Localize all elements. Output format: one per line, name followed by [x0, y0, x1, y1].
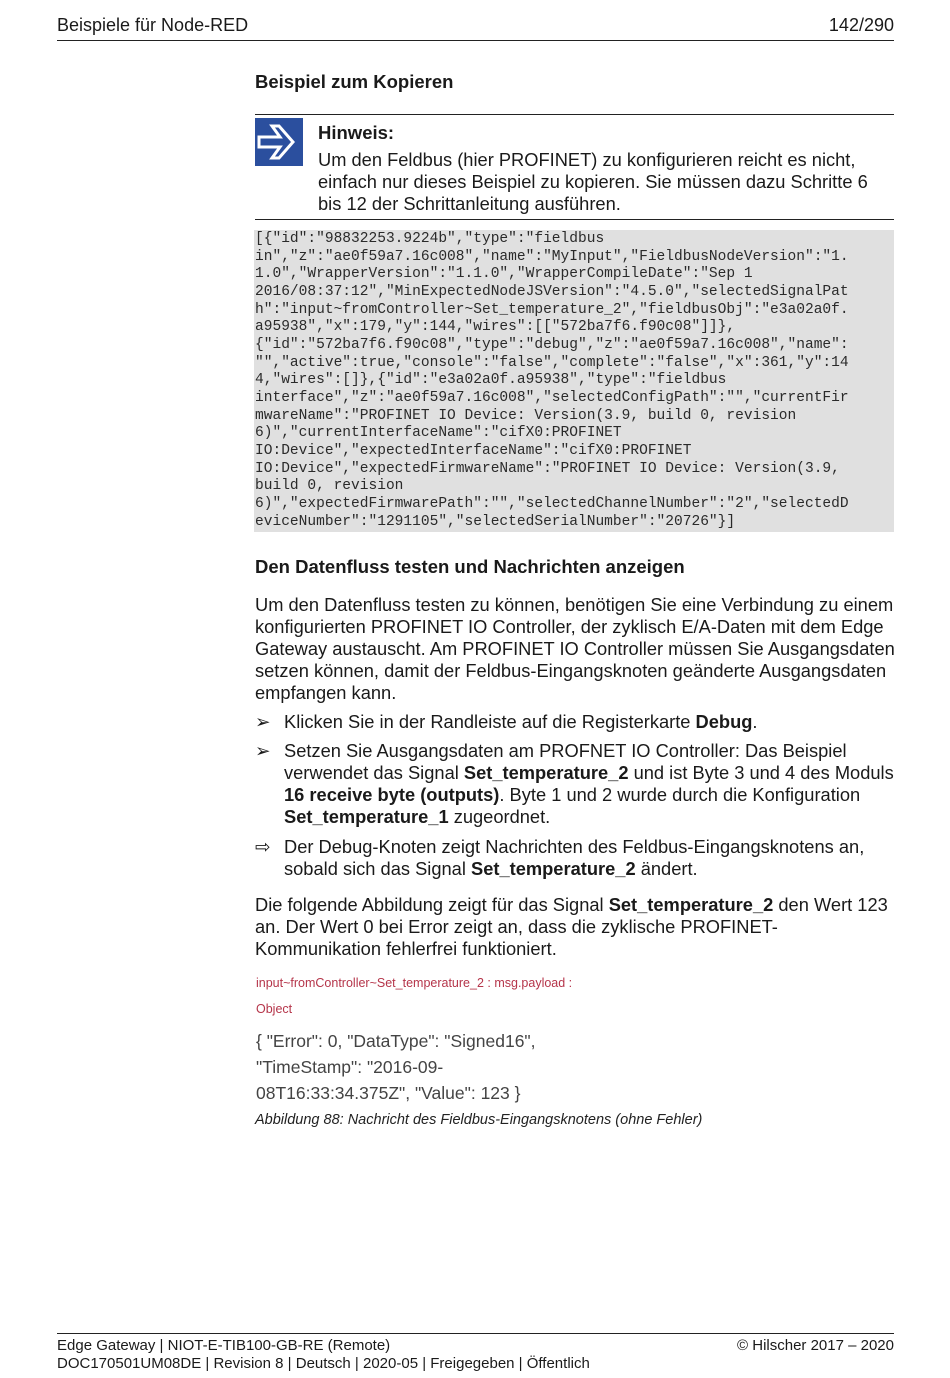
footer-divider: [57, 1333, 894, 1334]
note-bottom-divider: [255, 219, 894, 220]
code-line: IO:Device","expectedFirmwareName":"PROFINET IO Device: Version(3.9,: [255, 460, 840, 477]
step-text: Setzen Sie Ausgangsdaten am PROFNET IO Controller: Das Beispiel verwendet das Signal Set_temperature_2 und ist Byte 3 und 4 des Moduls 16 receive byte (outputs). Byte 1 und 2 wurde durch die Konfiguration Set_temperature_1 zugeordnet.: [284, 740, 894, 827]
footer-document-info: DOC170501UM08DE | Revision 8 | Deutsch | 2020-05 | Freigegeben | Öffentlich: [57, 1355, 590, 1372]
code-line: 6)","expectedFirmwarePath":"","selectedChannelNumber":"2","selectedD: [255, 495, 849, 512]
dataflow-heading: Den Datenfluss testen und Nachrichten anzeigen: [255, 556, 685, 577]
arrow-right-icon: [255, 118, 303, 166]
result-text: Der Debug-Knoten zeigt Nachrichten des Feldbus-Eingangsknotens an, sobald sich das Signal Set_temperature_2 ändert.: [284, 836, 865, 879]
code-line: mwareName":"PROFINET IO Device: Version(3.9, build 0, revision: [255, 407, 797, 424]
code-line: 2016/08:37:12","MinExpectedNodeJSVersion":"4.5.0","selectedSignalPat: [255, 283, 849, 300]
note-title: Hinweis:: [318, 122, 395, 143]
code-line: h":"input~fromController~Set_temperature_2","fieldbusObj":"e3a02a0f.: [255, 301, 849, 318]
code-line: IO:Device","expectedInterfaceName":"cifX0:PROFINET: [255, 442, 692, 459]
running-header-section: Beispiele für Node-RED: [57, 15, 249, 35]
footer-product: Edge Gateway | NIOT-E-TIB100-GB-RE (Remote): [57, 1337, 391, 1354]
code-line: a95938","x":179,"y":144,"wires":[["572ba7f6.f90c08"]]},: [255, 319, 736, 336]
note-text: Um den Feldbus (hier PROFINET) zu konfigurieren reicht es nicht, einfach nur dieses Beispiel zu kopieren. Sie müssen dazu Schritte 6 bis 12 der Schrittanleitung ausführen.: [318, 149, 868, 214]
code-line: [{"id":"98832253.9224b","type":"fieldbus: [255, 231, 605, 247]
code-line: 4,"wires":[]},{"id":"e3a02a0f.a95938","type":"fieldbus: [255, 372, 727, 389]
figure-intro-paragraph: Die folgende Abbildung zeigt für das Signal Set_temperature_2 den Wert 123 an. Der Wert 0 bei Error zeigt an, dass die zyklische PROFINET-Kommunikation fehlerfrei funktioniert.: [255, 894, 888, 959]
dataflow-intro-paragraph: Um den Datenfluss testen zu können, benötigen Sie eine Verbindung zu einem konfigurierten PROFINET IO Controller, der zyklisch E/A-Daten mit dem Edge Gateway austauscht. Am PROFINET IO Controller müssen Sie Ausgangsdaten setzen können, damit der Feldbus-Eingangsknoten geänderte Ausgangsdaten empfangen kann.: [255, 594, 895, 703]
figure-caption: Abbildung 88: Nachricht des Fieldbus-Eingangsknotens (ohne Fehler): [255, 1112, 703, 1128]
copy-example-heading: Beispiel zum Kopieren: [255, 71, 454, 92]
json-code-block: [254, 230, 894, 532]
step-arrow-icon: ➢: [255, 711, 271, 732]
step-text: Klicken Sie in der Randleiste auf die Registerkarte Debug.: [284, 711, 758, 732]
code-line: build 0, revision: [255, 478, 404, 495]
code-line: 6)","currentInterfaceName":"cifX0:PROFINET: [255, 425, 622, 442]
code-line: eviceNumber":"1291105","selectedSerialNumber":"20726"}]: [255, 513, 736, 530]
code-line: {"id":"572ba7f6.f90c08","type":"debug","z":"ae0f59a7.16c008","name":: [255, 336, 849, 353]
footer-copyright: © Hilscher 2017 – 2020: [737, 1337, 894, 1354]
code-line: in","z":"ae0f59a7.16c008","name":"MyInput","FieldbusNodeVersion":"1.: [255, 248, 849, 265]
header-divider: [57, 40, 894, 41]
code-line: 1.0","WrapperVersion":"1.1.0","WrapperCompileDate":"Sep 1: [255, 266, 753, 283]
note-top-divider: [255, 114, 894, 115]
debug-message-type: Object: [256, 1002, 293, 1016]
debug-message-path: input~fromController~Set_temperature_2 : msg.payload :: [256, 976, 573, 990]
page-number: 142/290: [828, 15, 894, 35]
result-arrow-icon: ⇨: [255, 836, 271, 857]
debug-message-value: { "Error": 0, "DataType": "Signed16", "TimeStamp": "2016-09-08T16:33:34.375Z", "Value": 123 }: [256, 1031, 536, 1103]
step-arrow-icon: ➢: [255, 740, 271, 761]
code-line: "","active":true,"console":"false","complete":"false","x":361,"y":14: [255, 354, 849, 371]
code-line: interface","z":"ae0f59a7.16c008","selectedConfigPath":"","currentFir: [255, 389, 849, 406]
